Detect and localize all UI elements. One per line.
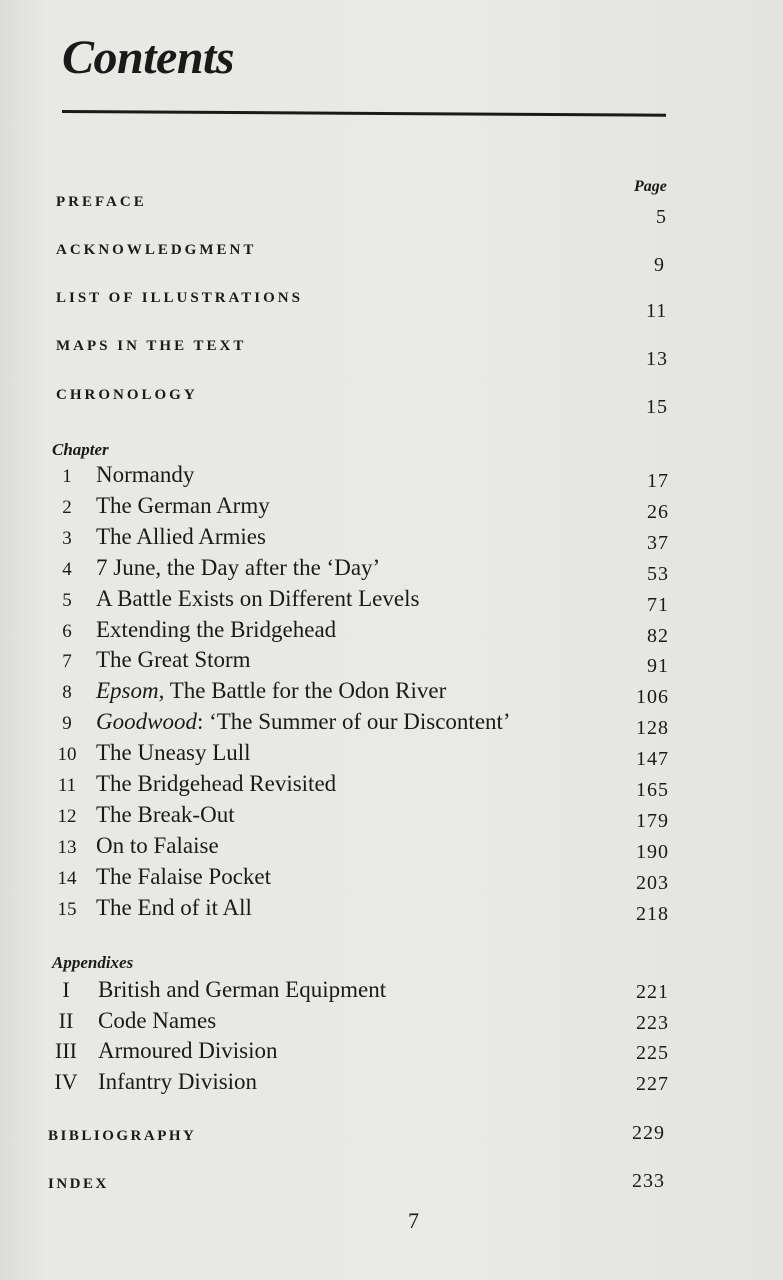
toc-entry-page: 15 (646, 396, 668, 418)
appendix-title: Armoured Division (98, 1038, 278, 1063)
appendix-title: British and German Equipment (98, 977, 387, 1002)
chapter-number: 2 (62, 496, 72, 518)
chapter-page: 106 (636, 686, 669, 709)
chapter-title-text: The German Army (96, 492, 270, 518)
appendix-page: 221 (636, 981, 669, 1003)
toc-entry-page: 5 (656, 206, 667, 228)
chapter-page: 82 (647, 624, 669, 647)
chapter-title-text: On to Falaise (96, 832, 219, 858)
chapter-title-text: The Break-Out (96, 801, 235, 827)
appendix-number: III (55, 1038, 77, 1063)
chapter-page: 165 (636, 779, 669, 801)
page-column-heading: Page (634, 178, 667, 195)
chapter-page: 26 (647, 500, 669, 523)
chapter-number: 14 (57, 867, 77, 889)
page-number: 7 (408, 1208, 419, 1233)
chapter-title-italic: Epsom, (96, 678, 165, 704)
chapter-title-text: Extending the Bridgehead (96, 616, 337, 642)
title-rule (62, 110, 666, 117)
appendix-title: Infantry Division (98, 1068, 258, 1094)
chapter-title (96, 709, 511, 735)
chapter-title (96, 833, 219, 859)
chapter-title-text: Normandy (96, 462, 195, 487)
chapter-title-text: The Battle for the Odon River (164, 678, 447, 704)
chapter-title-italic: Goodwood (96, 709, 197, 735)
page-title: Contents (62, 31, 235, 84)
chapter-number: 9 (62, 713, 72, 735)
chapter-heading: Chapter (52, 440, 109, 459)
toc-entry-label: ACKNOWLEDGMENT (56, 242, 257, 258)
appendix-number: II (58, 1007, 74, 1033)
chapter-number: 7 (62, 651, 72, 673)
toc-entry-label: INDEX (48, 1176, 109, 1192)
toc-entry-label: PREFACE (56, 194, 147, 210)
chapter-page: 37 (647, 531, 669, 554)
chapter-title (96, 647, 251, 673)
chapter-title-text: The Falaise Pocket (96, 863, 272, 889)
chapter-title (96, 864, 271, 890)
toc-entry-label: LIST OF ILLUSTRATIONS (56, 290, 303, 306)
appendix-number: IV (54, 1068, 78, 1094)
chapter-page: 71 (647, 593, 669, 616)
chapter-title-text: The Allied Armies (96, 523, 266, 549)
chapter-page: 179 (636, 809, 669, 832)
chapter-number: 15 (57, 898, 77, 920)
chapter-title (96, 493, 270, 519)
toc-entry-label: BIBLIOGRAPHY (48, 1128, 197, 1144)
chapter-page: 203 (636, 871, 669, 894)
chapter-number: 10 (57, 744, 77, 766)
chapter-number: 3 (62, 527, 72, 549)
chapter-number: 4 (62, 558, 72, 580)
chapter-title-text: 7 June, the Day after the ‘Day’ (96, 554, 381, 580)
chapter-title (96, 802, 235, 828)
chapter-number: 5 (62, 589, 72, 611)
toc-entry-page: 233 (632, 1170, 665, 1192)
chapter-title (96, 740, 251, 766)
appendix-title: Code Names (98, 1007, 217, 1033)
chapter-page: 147 (636, 748, 669, 771)
appendix-page: 227 (636, 1072, 669, 1095)
toc-entry-page: 9 (654, 254, 665, 276)
chapter-page: 218 (636, 902, 669, 925)
appendix-heading: Appendixes (52, 953, 134, 972)
toc-entry-page: 13 (646, 348, 668, 370)
chapter-title (96, 678, 446, 704)
chapter-number: 1 (62, 466, 72, 487)
chapter-number: 12 (57, 805, 77, 827)
toc-entry-page: 11 (646, 300, 668, 322)
appendix-page: 225 (636, 1042, 669, 1064)
chapter-title (96, 555, 380, 581)
chapter-page: 53 (647, 562, 669, 585)
toc-entry-page: 229 (632, 1122, 665, 1144)
chapter-title-text: The End of it All (96, 894, 252, 920)
chapter-number: 13 (57, 836, 77, 858)
chapter-title-text: The Great Storm (96, 647, 251, 673)
appendix-number: I (62, 977, 70, 1002)
chapter-title (96, 771, 336, 797)
chapter-page: 91 (647, 655, 669, 678)
chapter-page: 128 (636, 717, 669, 740)
chapter-title (96, 462, 194, 488)
chapter-title-text: : ‘The Summer of our Discontent’ (196, 709, 511, 735)
chapter-title (96, 895, 252, 921)
chapter-title-text: The Bridgehead Revisited (96, 771, 337, 796)
chapter-title-text: The Uneasy Lull (96, 740, 251, 766)
chapter-title-text: A Battle Exists on Different Levels (96, 585, 420, 611)
chapter-title (96, 617, 336, 643)
chapter-number: 11 (57, 775, 77, 796)
chapter-page: 190 (636, 840, 669, 863)
chapter-number: 6 (62, 620, 72, 642)
chapter-number: 8 (62, 682, 72, 704)
toc-entry-label: MAPS IN THE TEXT (56, 338, 247, 354)
toc-entry-label: CHRONOLOGY (56, 387, 198, 403)
chapter-title (96, 524, 266, 550)
chapter-title (96, 586, 419, 612)
appendix-page: 223 (636, 1011, 669, 1034)
chapter-page: 17 (647, 470, 669, 492)
